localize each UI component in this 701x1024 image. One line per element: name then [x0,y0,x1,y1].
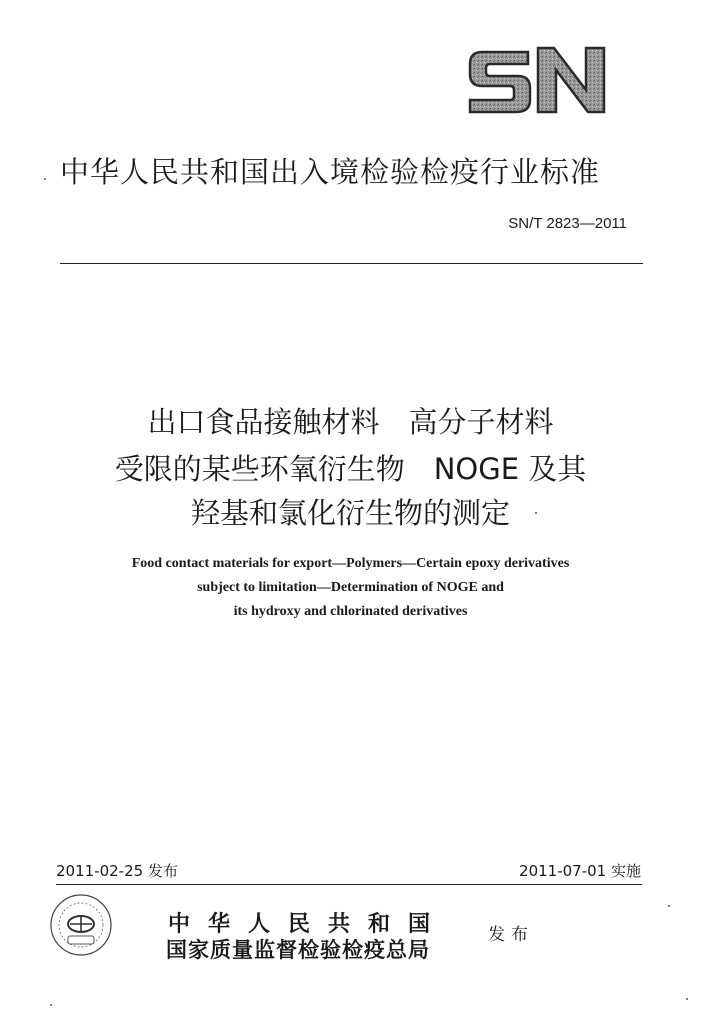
publisher-seal-icon [48,892,114,958]
title-en-line2: subject to limitation—Determination of NOGE and [197,580,504,595]
implementation-date: 2011-07-01 实施 [519,862,641,880]
title-cn-line3: 羟基和氯化衍生物的测定 [190,496,510,530]
scan-speck [44,178,46,180]
footer-divider [56,884,642,885]
title-cn-line2: 受限的某些环氧衍生物 NOGE 及其 [114,452,587,486]
scan-speck [686,998,688,1000]
title-en-line3: its hydroxy and chlorinated derivatives [233,604,468,619]
scan-speck [50,1004,52,1006]
publish-label: 发布 [488,925,534,945]
scan-speck [535,512,537,514]
title-en-line1: Food contact materials for export—Polymers—Certain epoxy derivatives [131,556,570,571]
logo-letter-s [470,52,530,112]
publisher-name-line2: 国家质量监督检验检疫总局 [166,937,430,962]
standard-number: SN/T 2823—2011 [508,215,627,232]
issue-date: 2011-02-25 发布 [56,862,178,880]
scan-speck [668,905,670,907]
sn-logo [466,44,608,116]
standard-category-title: 中华人民共和国出入境检验检疫行业标准 [60,155,601,189]
header-divider [60,263,643,264]
publisher-name-line1: 中华人民共和国 [168,911,449,937]
title-cn-line1: 出口食品接触材料 高分子材料 [147,405,554,439]
logo-letter-n [538,48,604,112]
